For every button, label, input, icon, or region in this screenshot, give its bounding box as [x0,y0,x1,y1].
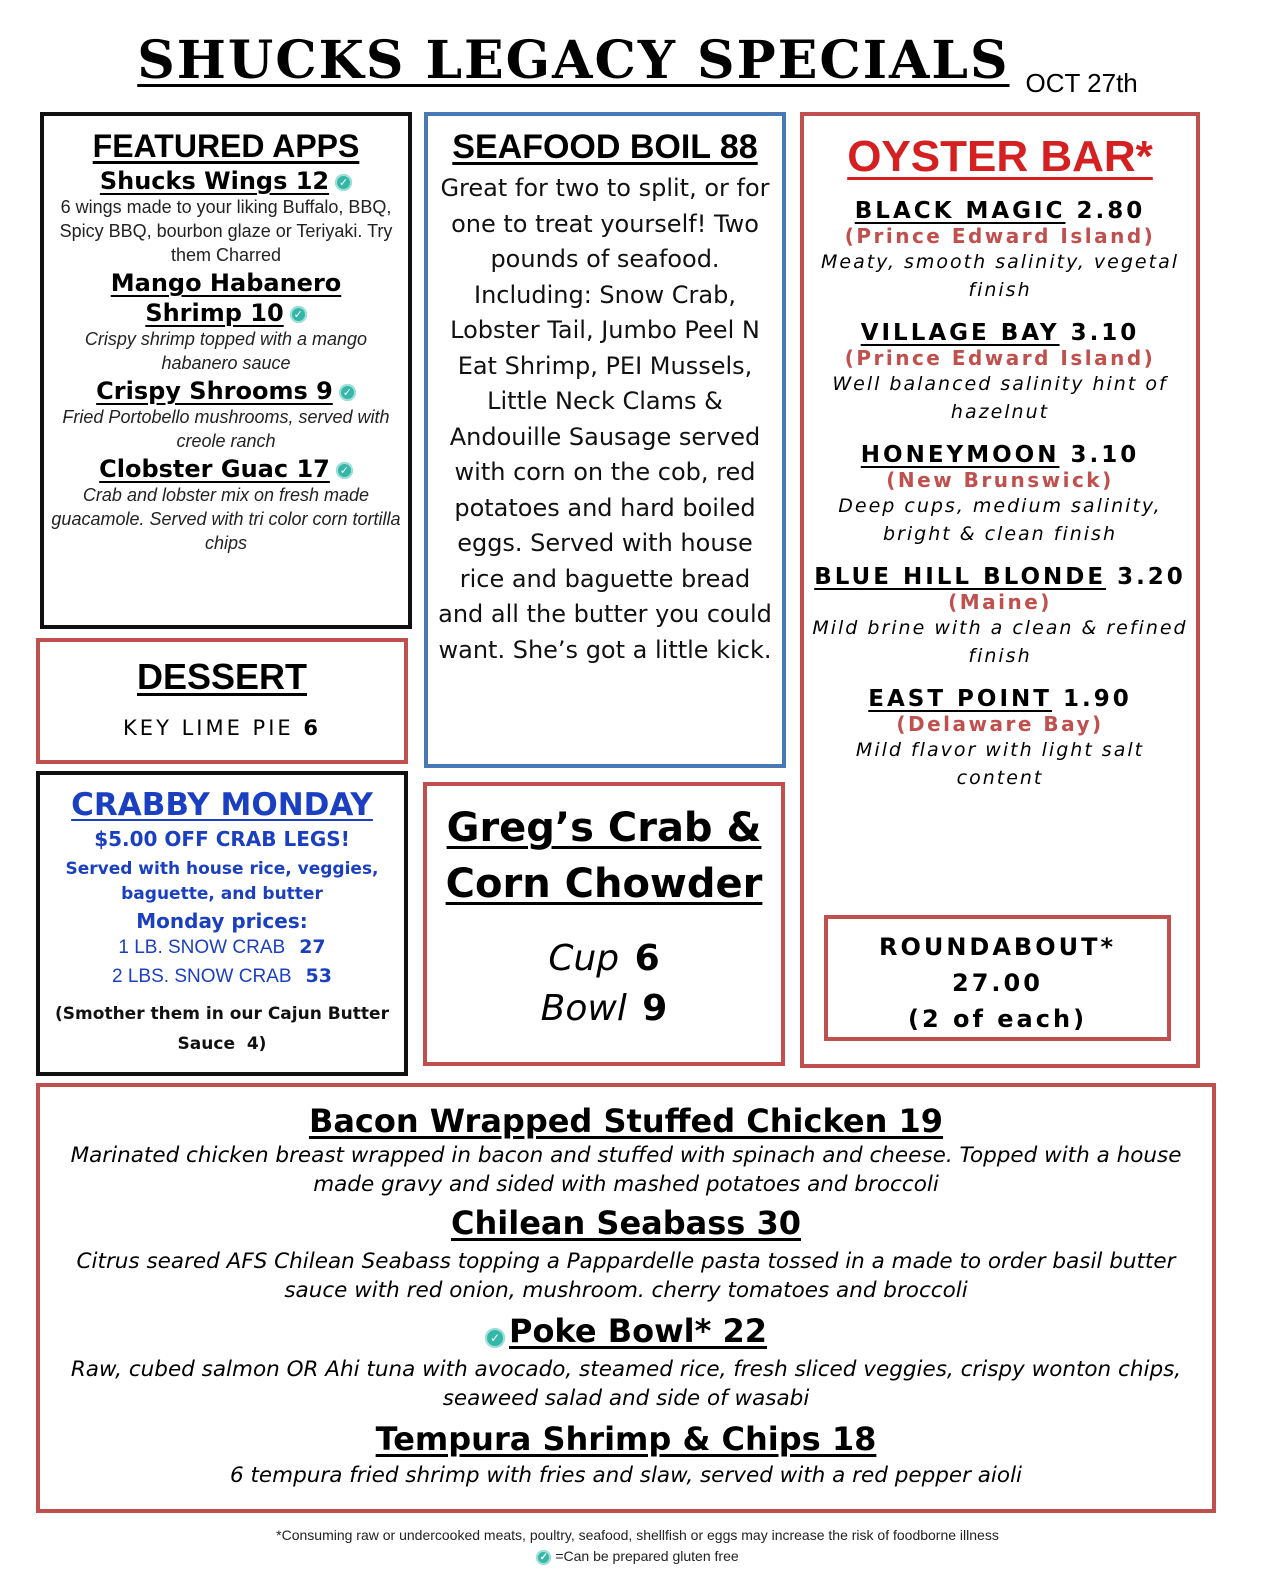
monday-prices-label: Monday prices: [136,909,308,933]
gluten-free-icon [336,462,353,479]
oyster-name: VILLAGE BAY [860,320,1060,346]
oyster-desc: Mild brine with a clean & refined finish [812,617,1188,667]
app-item-desc: Crispy shrimp topped with a mango habanero sauce [84,329,368,373]
oyster-desc: Deep cups, medium salinity, bright & clean finish [838,495,1162,545]
chowder-size: Cup 6 [548,938,660,979]
oyster-item [810,320,1190,426]
oyster-item [810,442,1190,548]
app-item-name: Shucks Wings 12✓ [50,167,402,195]
seafood-boil-heading: SEAFOOD BOIL 88 [452,128,758,166]
entree-desc: Citrus seared AFS Chilean Seabass topping a Pappardelle pasta tossed in a made to order basil butter sauce with red onion, mushroom. cherry tomatoes and broccoli [76,1249,1176,1303]
app-item-name: Mango Habanero [110,269,342,297]
gluten-free-icon [339,384,356,401]
oyster-item [810,564,1190,670]
entree-desc: 6 tempura fried shrimp with fries and slaw, served with a red pepper aioli [229,1463,1023,1488]
app-item-name-line2: Shrimp 10✓ [50,299,402,327]
oyster-name: BLACK MAGIC [854,198,1066,224]
roundabout-name: ROUNDABOUT* [878,933,1117,961]
dessert-item [44,716,400,740]
monday-price-row: 2 LBS. SNOW CRAB 53 [112,965,332,987]
oyster-origin: (New Brunswick) [886,468,1114,492]
app-item-desc: Fried Portobello mushrooms, served with creole ranch [62,407,390,451]
dessert-item-name: KEY LIME PIE [123,716,294,740]
oyster-name: EAST POINT [868,686,1052,712]
oyster-item [810,198,1190,304]
seafood-boil-description: Great for two to split, or for one to treat yourself! Two pounds of seafood. Including: Snow Crab, Lobster Tail, Jumbo Peel N Eat Shrimp, PEI Mussels, Little Neck Clams & Andouille Sausage served with corn on the cob, red potatoes and hard boiled eggs. Served with house rice and baguette bread and all the butter you could want. She’s got a little kick. [438,174,772,664]
menu-date: OCT 27th [1025,68,1138,98]
oyster-desc: Mild flavor with light salt content [855,739,1145,789]
dessert-item-price: 6 [303,716,321,740]
entree-name: Bacon Wrapped Stuffed Chicken 19 [308,1102,944,1140]
oyster-price: 3.10 [1070,320,1140,346]
roundabout-note: (2 of each) [907,1005,1088,1033]
dessert-heading: DESSERT [136,656,308,697]
featured-apps-heading: FEATURED APPS [92,128,360,164]
gluten-free-icon [536,1550,551,1565]
chowder-size: Bowl 9 [540,988,668,1029]
entree-name: Tempura Shrimp & Chips 18 [375,1420,877,1458]
gluten-free-icon [335,174,352,191]
entree-desc: Marinated chicken breast wrapped in bacon and stuffed with spinach and cheese. Topped with a house made gravy and sided with mashed potatoes and broccoli [70,1143,1182,1197]
oyster-origin: (Delaware Bay) [896,712,1104,736]
featured-apps-section [40,112,412,629]
oyster-price: 2.80 [1076,198,1146,224]
oyster-origin: (Prince Edward Island) [844,346,1156,370]
seafood-boil-section [424,112,786,768]
app-item-desc: 6 wings made to your liking Buffalo, BBQ, Spicy BBQ, bourbon glaze or Teriyaki. Try them Charred [59,197,393,265]
gluten-free-icon [485,1328,505,1348]
crabby-monday-section [36,771,408,1076]
chowder-heading: Greg’s Crab & Corn Chowder [445,805,763,907]
menu-footer [0,1525,1275,1567]
menu-title: SHUCKS LEGACY SPECIALS [137,30,1010,91]
oyster-desc: Well balanced salinity hint of hazelnut [832,373,1168,423]
app-item-desc: Crab and lobster mix on fresh made guacamole. Served with tri color corn tortilla chips [51,485,401,553]
menu-header [0,30,1275,99]
oyster-item [810,686,1190,792]
entree-name-row [46,1311,1206,1351]
oyster-price: 3.20 [1117,564,1186,590]
app-item-name: Clobster Guac 17✓ [50,455,402,483]
entree-name: Poke Bowl* 22 [508,1312,767,1350]
crabby-monday-heading: CRABBY MONDAY [71,787,373,823]
oyster-price: 3.10 [1070,442,1140,468]
oyster-origin: (Prince Edward Island) [844,224,1156,248]
entrees-section [36,1083,1216,1513]
chowder-section [423,782,785,1066]
oyster-price: 1.90 [1062,686,1132,712]
roundabout-box [824,915,1171,1041]
cajun-butter-note: (Smother them in our Cajun Butter Sauce 4) [55,1004,389,1054]
monday-price-row: 1 LB. SNOW CRAB 27 [118,936,326,958]
gluten-free-icon [290,306,307,323]
crabby-monday-served: Served with house rice, veggies, baguette, and butter [65,859,379,904]
app-item-name: Crispy Shrooms 9✓ [50,377,402,405]
roundabout-price: 27.00 [952,969,1043,997]
oyster-name: BLUE HILL BLONDE [814,564,1107,590]
oyster-bar-heading: OYSTER BAR* [847,132,1153,181]
crabby-monday-offer: $5.00 OFF CRAB LEGS! [94,827,350,851]
entree-desc: Raw, cubed salmon OR Ahi tuna with avocado, steamed rice, fresh sliced veggies, crispy wonton chips, seaweed salad and side of wasabi [70,1357,1182,1411]
oyster-desc: Meaty, smooth salinity, vegetal finish [821,251,1179,301]
oyster-origin: (Maine) [948,590,1052,614]
oyster-name: HONEYMOON [860,442,1060,468]
entree-name: Chilean Seabass 30 [450,1204,802,1242]
raw-food-warning: *Consuming raw or undercooked meats, poultry, seafood, shellfish or eggs may increase the risk of foodborne illness [276,1527,999,1543]
gluten-free-legend: ✓=Can be prepared gluten free [0,1546,1275,1567]
dessert-section [36,638,408,764]
